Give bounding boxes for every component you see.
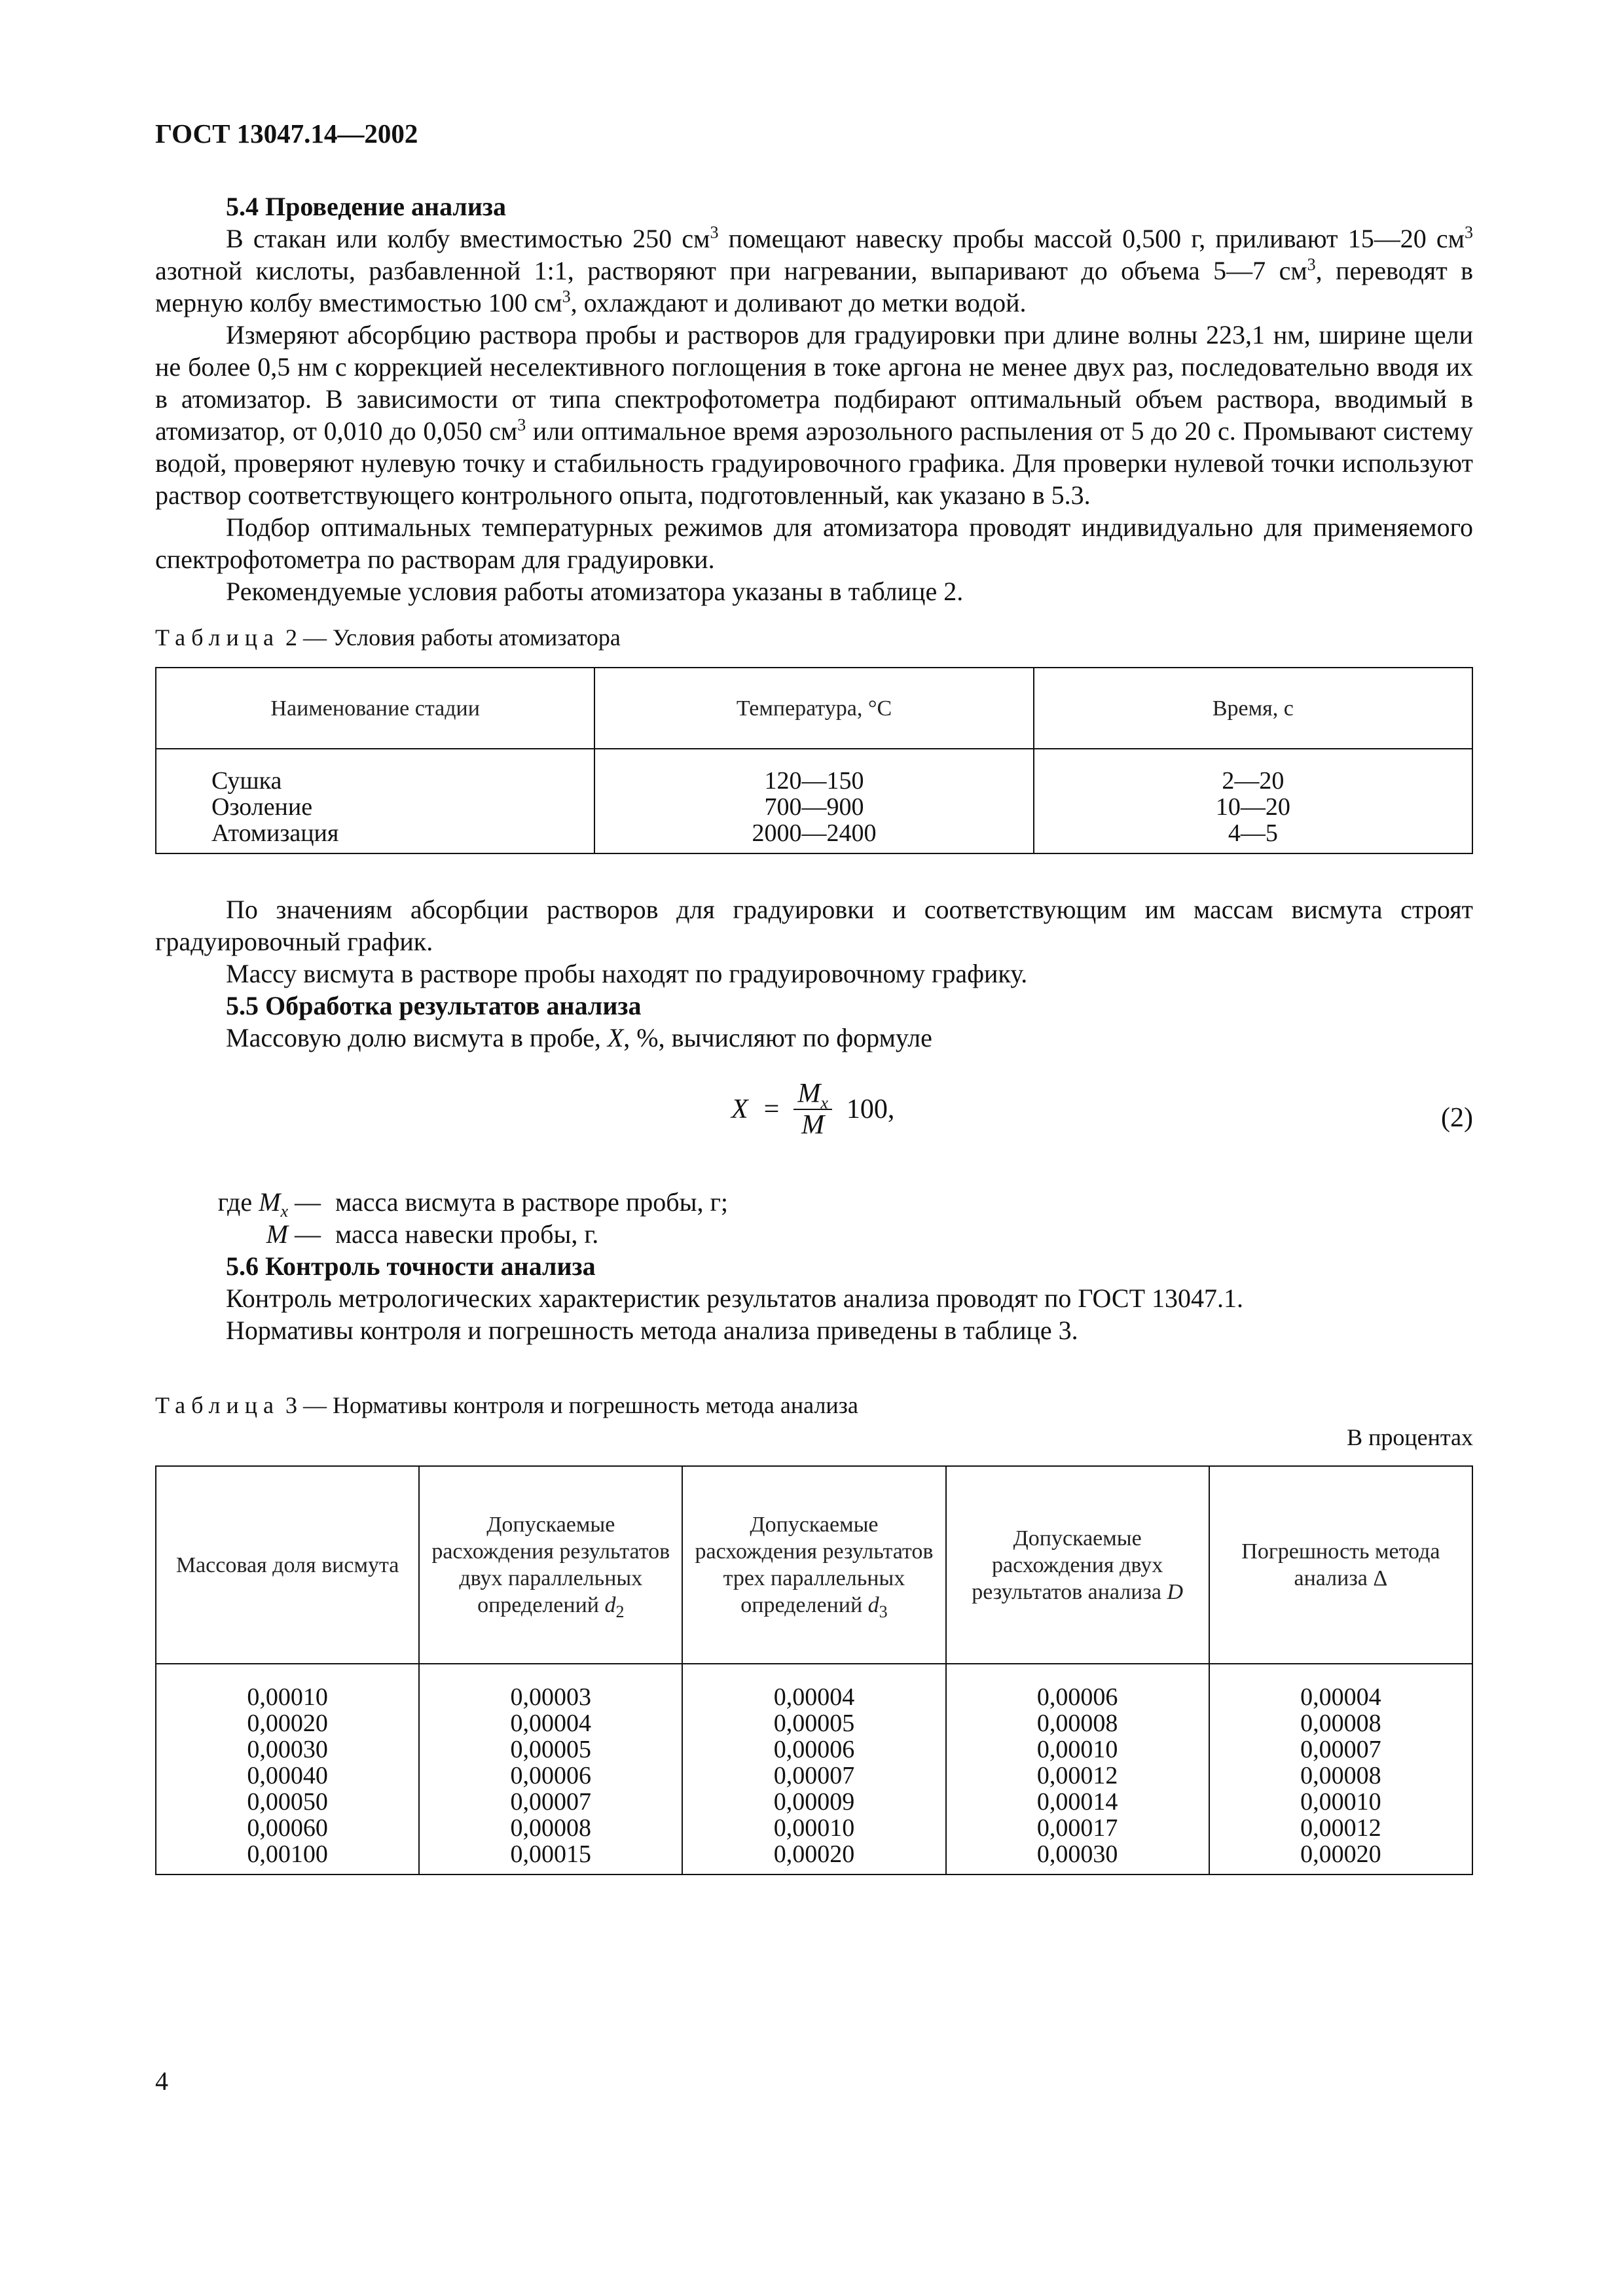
table-cell: 0,00009 — [682, 1789, 945, 1815]
table-cell: 0,00007 — [682, 1763, 945, 1789]
table-cell: 700—900 — [594, 794, 1033, 820]
section-5-4-paragraph-1: В стакан или колбу вместимостью 250 $см^3$ помещают навеску пробы массой 0,500 г, приливают 15—20 $см^3$ азотной кислоты, разбавленной 1:1, растворяют при нагревании, выпаривают до объема 5—7 $см^3$, переводят в мерную колбу вместимостью 100 $см^3$, охлаждают и доливают до метки водой. — [155, 223, 1473, 317]
table-cell: 0,00014 — [946, 1789, 1209, 1815]
table-cell: 0,00010 — [156, 1664, 419, 1710]
table-row — [156, 1736, 1472, 1763]
document-header: ГОСТ 13047.14—2002 — [155, 118, 418, 149]
table-cell: 0,00010 — [1209, 1789, 1472, 1815]
table-2-caption: Таблица 2 — Условия работы атомизатора — [155, 624, 621, 651]
formula-2 — [155, 1073, 1473, 1172]
table-header-cell: Допускаемые расхождения двух результатов анализа D — [946, 1466, 1209, 1664]
legend-item: где $M_x$ — масса висмута в растворе пробы, г; — [217, 1187, 729, 1221]
table-cell: Озоление — [156, 794, 594, 820]
paragraph-bismuth-mass: Массу висмута в растворе пробы находят по градуировочному графику. — [226, 959, 1028, 988]
document-page — [155, 118, 1473, 1875]
table-cell: 0,00030 — [156, 1736, 419, 1763]
table-cell: 2000—2400 — [594, 820, 1033, 853]
table-cell: 4—5 — [1034, 820, 1472, 853]
table-cell: 0,00005 — [682, 1710, 945, 1736]
table-row — [156, 1763, 1472, 1789]
table-cell: 0,00008 — [946, 1710, 1209, 1736]
section-5-6-title: 5.6 Контроль точности анализа — [226, 1251, 596, 1281]
table-cell: 0,00020 — [682, 1841, 945, 1874]
table-cell: 0,00004 — [1209, 1664, 1472, 1710]
table-cell: 0,00005 — [419, 1736, 682, 1763]
table-cell: 0,00008 — [419, 1815, 682, 1841]
table-cell: 0,00006 — [682, 1736, 945, 1763]
table-cell: 120—150 — [594, 749, 1033, 794]
table-cell: 0,00007 — [1209, 1736, 1472, 1763]
table-header-cell: Допускаемые расхождения результатов двух параллельных определений $d_2$ — [419, 1466, 682, 1664]
formula-expression: X = $\frac{M_x}{M}$ 100, — [731, 1079, 895, 1140]
table-header-cell: Погрешность метода анализа Δ — [1209, 1466, 1472, 1664]
table-cell: 0,00008 — [1209, 1710, 1472, 1736]
section-5-4-paragraph-4: Рекомендуемые условия работы атомизатора указаны в таблице 2. — [226, 577, 964, 606]
formula-number: (2) — [1441, 1103, 1473, 1133]
table-2 — [155, 667, 1473, 854]
table-cell: 0,00060 — [156, 1815, 419, 1841]
legend-item: M — масса навески пробы, г. — [266, 1219, 599, 1249]
table-cell: 0,00007 — [419, 1789, 682, 1815]
table-row — [156, 794, 1472, 820]
table-cell: 0,00003 — [419, 1664, 682, 1710]
table-cell: 0,00017 — [946, 1815, 1209, 1841]
page-number: 4 — [155, 2066, 168, 2096]
table-cell: 0,00012 — [946, 1763, 1209, 1789]
table-cell: 0,00020 — [156, 1710, 419, 1736]
formula-legend — [155, 1186, 1473, 1250]
table-cell: 0,00015 — [419, 1841, 682, 1874]
table-3-unit: В процентах — [1347, 1424, 1473, 1450]
table-3 — [155, 1465, 1473, 1875]
table-cell: 0,00012 — [1209, 1815, 1472, 1841]
table-cell: 0,00100 — [156, 1841, 419, 1874]
table-cell: 0,00020 — [1209, 1841, 1472, 1874]
table-cell: 0,00010 — [682, 1815, 945, 1841]
table-row — [156, 1841, 1472, 1874]
table-header-cell: Допускаемые расхождения результатов трех параллельных определений $d_3$ — [682, 1466, 945, 1664]
table-row — [156, 1789, 1472, 1815]
table-row — [156, 1710, 1472, 1736]
table-row — [156, 820, 1472, 853]
table-header-cell: Время, с — [1034, 668, 1472, 749]
table-header-cell: Температура, °С — [594, 668, 1033, 749]
table-cell: 0,00006 — [419, 1763, 682, 1789]
table-cell: 0,00030 — [946, 1841, 1209, 1874]
table-cell: 0,00050 — [156, 1789, 419, 1815]
table-header-row — [156, 1466, 1472, 1664]
table-cell: 0,00006 — [946, 1664, 1209, 1710]
section-5-6-paragraph-1: Контроль метрологических характеристик результатов анализа проводят по ГОСТ 13047.1. — [226, 1283, 1244, 1313]
table-row — [156, 749, 1472, 794]
table-cell: Сушка — [156, 749, 594, 794]
table-3-caption: Таблица 3 — Нормативы контроля и погрешность метода анализа — [155, 1392, 858, 1418]
formula-fraction: $\frac{M_x}{M}$ — [793, 1079, 832, 1140]
table-row — [156, 1664, 1472, 1710]
table-cell: 0,00040 — [156, 1763, 419, 1789]
table-header-cell: Массовая доля висмута — [156, 1466, 419, 1664]
table-header-row — [156, 668, 1472, 749]
table-cell: Атомизация — [156, 820, 594, 853]
table-cell: 0,00004 — [682, 1664, 945, 1710]
section-5-5-title: 5.5 Обработка результатов анализа — [226, 991, 642, 1020]
table-header-cell: Наименование стадии — [156, 668, 594, 749]
table-cell: 0,00010 — [946, 1736, 1209, 1763]
section-5-4-title: 5.4 Проведение анализа — [226, 192, 506, 221]
table-3-body — [156, 1664, 1472, 1874]
section-5-4-paragraph-2: Измеряют абсорбцию раствора пробы и растворов для градуировки при длине волны 223,1 нм, ширине щели не более 0,5 нм с коррекцией неселективного поглощения в токе аргона не менее двух раз, последовательно вводя их в атомизатор. В зависимости от типа спектрофотометра подбирают оптимальный объем раствора, вводимый в атомизатор, от 0,010 до 0,050 $см^3$ или оптимальное время аэрозольного распыления от 5 до 20 с. Промывают систему водой, проверяют нулевую точку и стабильность градуировочного графика. Для проверки нулевой точки используют раствор соответствующего контрольного опыта, подготовленный, как указано в 5.3. — [155, 320, 1473, 510]
section-5-4-paragraph-3: Подбор оптимальных температурных режимов для атомизатора проводят индивидуально для применяемого спектрофотометра по растворам для градуировки. — [155, 512, 1473, 574]
table-cell: 0,00008 — [1209, 1763, 1472, 1789]
table-cell: 2—20 — [1034, 749, 1472, 794]
table-cell: 0,00004 — [419, 1710, 682, 1736]
section-5-6-paragraph-2: Нормативы контроля и погрешность метода анализа приведены в таблице 3. — [226, 1316, 1078, 1345]
table-cell: 10—20 — [1034, 794, 1472, 820]
table-row — [156, 1815, 1472, 1841]
paragraph-calibration-graph: По значениям абсорбции растворов для градуировки и соответствующим им массам висмута строят градуировочный график. — [155, 895, 1473, 956]
section-5-5-paragraph-1: Массовую долю висмута в пробе, X, %, вычисляют по формуле — [226, 1023, 932, 1052]
